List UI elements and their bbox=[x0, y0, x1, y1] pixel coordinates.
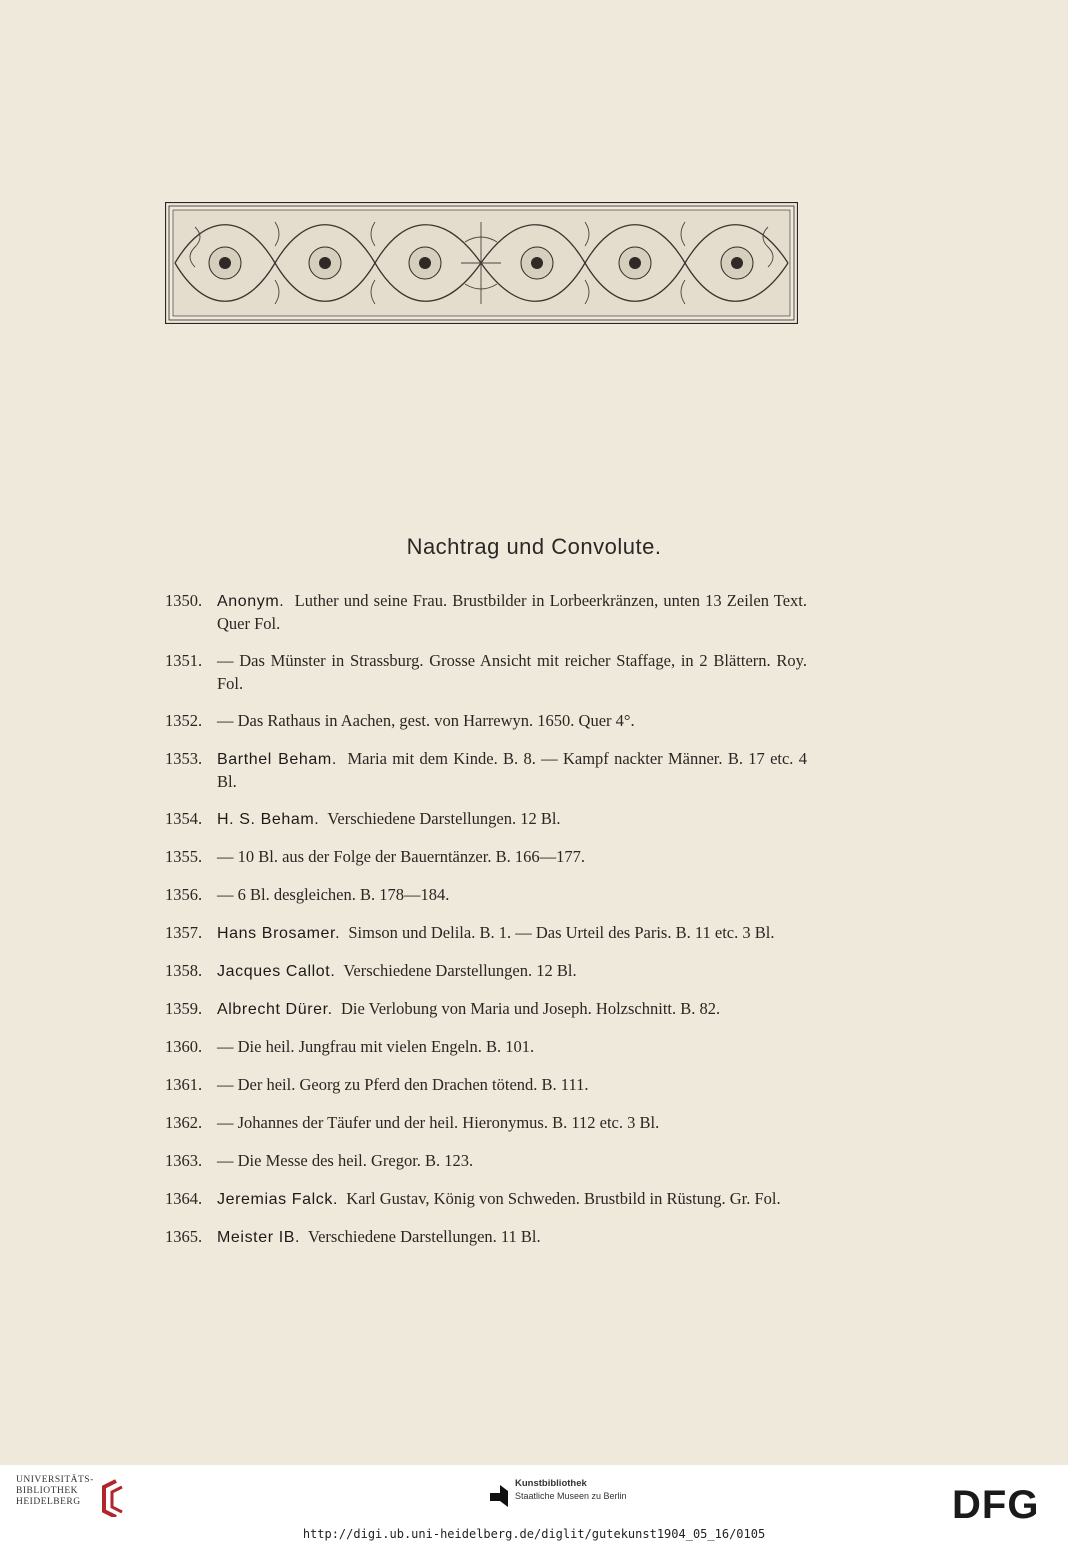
entry-number: 1359. bbox=[165, 999, 203, 1018]
entry-description: Verschiedene Darstellungen. 12 Bl. bbox=[343, 961, 577, 980]
entry-description: Verschiedene Darstellungen. 12 Bl. bbox=[327, 809, 561, 828]
entry-description: — 10 Bl. aus der Folge der Bauerntänzer. B. 166—177. bbox=[217, 847, 585, 866]
catalogue-entries bbox=[165, 590, 807, 1264]
catalogue-entry bbox=[165, 1036, 807, 1059]
university-line: UNIVERSITÄTS- bbox=[16, 1475, 94, 1485]
artist-name: H. S. Beham. bbox=[217, 811, 320, 828]
entry-description: Verschiedene Darstellungen. 11 Bl. bbox=[308, 1227, 541, 1246]
catalogue-entry bbox=[165, 1074, 807, 1097]
entry-description: — Das Rathaus in Aachen, gest. von Harrewyn. 1650. Quer 4°. bbox=[217, 711, 635, 730]
catalogue-entry bbox=[165, 590, 807, 635]
catalogue-entry bbox=[165, 998, 807, 1021]
catalogue-entry bbox=[165, 748, 807, 793]
entry-number: 1351. bbox=[165, 651, 203, 670]
university-line: HEIDELBERG bbox=[16, 1497, 81, 1507]
entry-number: 1353. bbox=[165, 749, 203, 768]
entry-description: Luther und seine Frau. Brustbilder in Lorbeerkränzen, unten 13 Zeilen Text. Quer Fol. bbox=[217, 591, 808, 633]
entry-number: 1358. bbox=[165, 961, 203, 980]
university-line: BIBLIOTHEK bbox=[16, 1486, 78, 1496]
catalogue-entry bbox=[165, 884, 807, 907]
entry-number: 1365. bbox=[165, 1227, 203, 1246]
entry-number: 1362. bbox=[165, 1113, 203, 1132]
entry-number: 1352. bbox=[165, 711, 203, 730]
dfg-logo: DFG bbox=[952, 1483, 1040, 1527]
entry-description: — Die heil. Jungfrau mit vielen Engeln. B. 101. bbox=[217, 1037, 535, 1056]
artist-name: Meister IB. bbox=[217, 1229, 301, 1246]
university-library-label bbox=[16, 1475, 94, 1508]
artist-name: Jeremias Falck. bbox=[217, 1191, 339, 1208]
catalogue-entry bbox=[165, 710, 807, 733]
artist-name: Jacques Callot. bbox=[217, 963, 336, 980]
catalogue-entry bbox=[165, 650, 807, 695]
catalogue-entry bbox=[165, 960, 807, 983]
entry-description: — Die Messe des heil. Gregor. B. 123. bbox=[217, 1151, 474, 1170]
catalogue-entry bbox=[165, 922, 807, 945]
entry-description: Simson und Delila. B. 1. — Das Urteil des Paris. B. 11 etc. 3 Bl. bbox=[348, 923, 775, 942]
entry-number: 1364. bbox=[165, 1189, 203, 1208]
kunstbibliothek-label bbox=[515, 1477, 627, 1503]
catalogue-entry bbox=[165, 1150, 807, 1173]
entry-number: 1350. bbox=[165, 591, 203, 610]
artist-name: Albrecht Dürer. bbox=[217, 1001, 333, 1018]
entry-number: 1360. bbox=[165, 1037, 203, 1056]
artist-name: Barthel Beham. bbox=[217, 751, 337, 768]
section-heading: Nachtrag und Convolute. bbox=[406, 534, 662, 559]
catalogue-entry bbox=[165, 1112, 807, 1135]
university-logo-icon bbox=[96, 1477, 126, 1517]
entry-number: 1356. bbox=[165, 885, 203, 904]
entry-number: 1355. bbox=[165, 847, 203, 866]
catalogue-entry bbox=[165, 846, 807, 869]
catalogue-entry bbox=[165, 1226, 807, 1249]
entry-number: 1357. bbox=[165, 923, 203, 942]
source-url[interactable]: http://digi.ub.uni-heidelberg.de/diglit/gutekunst1904_05_16/0105 bbox=[302, 1527, 766, 1541]
entry-number: 1354. bbox=[165, 809, 203, 828]
entry-description: Karl Gustav, König von Schweden. Brustbild in Rüstung. Gr. Fol. bbox=[346, 1189, 781, 1208]
digitization-footer bbox=[0, 1465, 1068, 1545]
kunstbibliothek-logo-icon bbox=[488, 1481, 510, 1509]
entry-number: 1363. bbox=[165, 1151, 203, 1170]
entry-description: — 6 Bl. desgleichen. B. 178—184. bbox=[217, 885, 450, 904]
entry-description: Die Verlobung von Maria und Joseph. Holzschnitt. B. 82. bbox=[340, 999, 721, 1018]
catalogue-entry bbox=[165, 808, 807, 831]
artist-name: Hans Brosamer. bbox=[217, 925, 341, 942]
museum-name: Staatliche Museen zu Berlin bbox=[515, 1491, 627, 1501]
entry-description: — Das Münster in Strassburg. Grosse Ansicht mit reicher Staffage, in 2 Blättern. Roy. Fol. bbox=[217, 651, 807, 693]
entry-number: 1361. bbox=[165, 1075, 203, 1094]
artist-name: Anonym. bbox=[217, 593, 285, 610]
entry-description: — Johannes der Täufer und der heil. Hieronymus. B. 112 etc. 3 Bl. bbox=[217, 1113, 660, 1132]
entry-description: — Der heil. Georg zu Pferd den Drachen tötend. B. 111. bbox=[217, 1075, 589, 1094]
ornamental-header-band bbox=[165, 202, 798, 324]
entry-description: Maria mit dem Kinde. B. 8. — Kampf nackter Männer. B. 17 etc. 4 Bl. bbox=[217, 749, 807, 791]
catalogue-entry bbox=[165, 1188, 807, 1211]
kunstbibliothek-name: Kunstbibliothek bbox=[515, 1478, 587, 1489]
